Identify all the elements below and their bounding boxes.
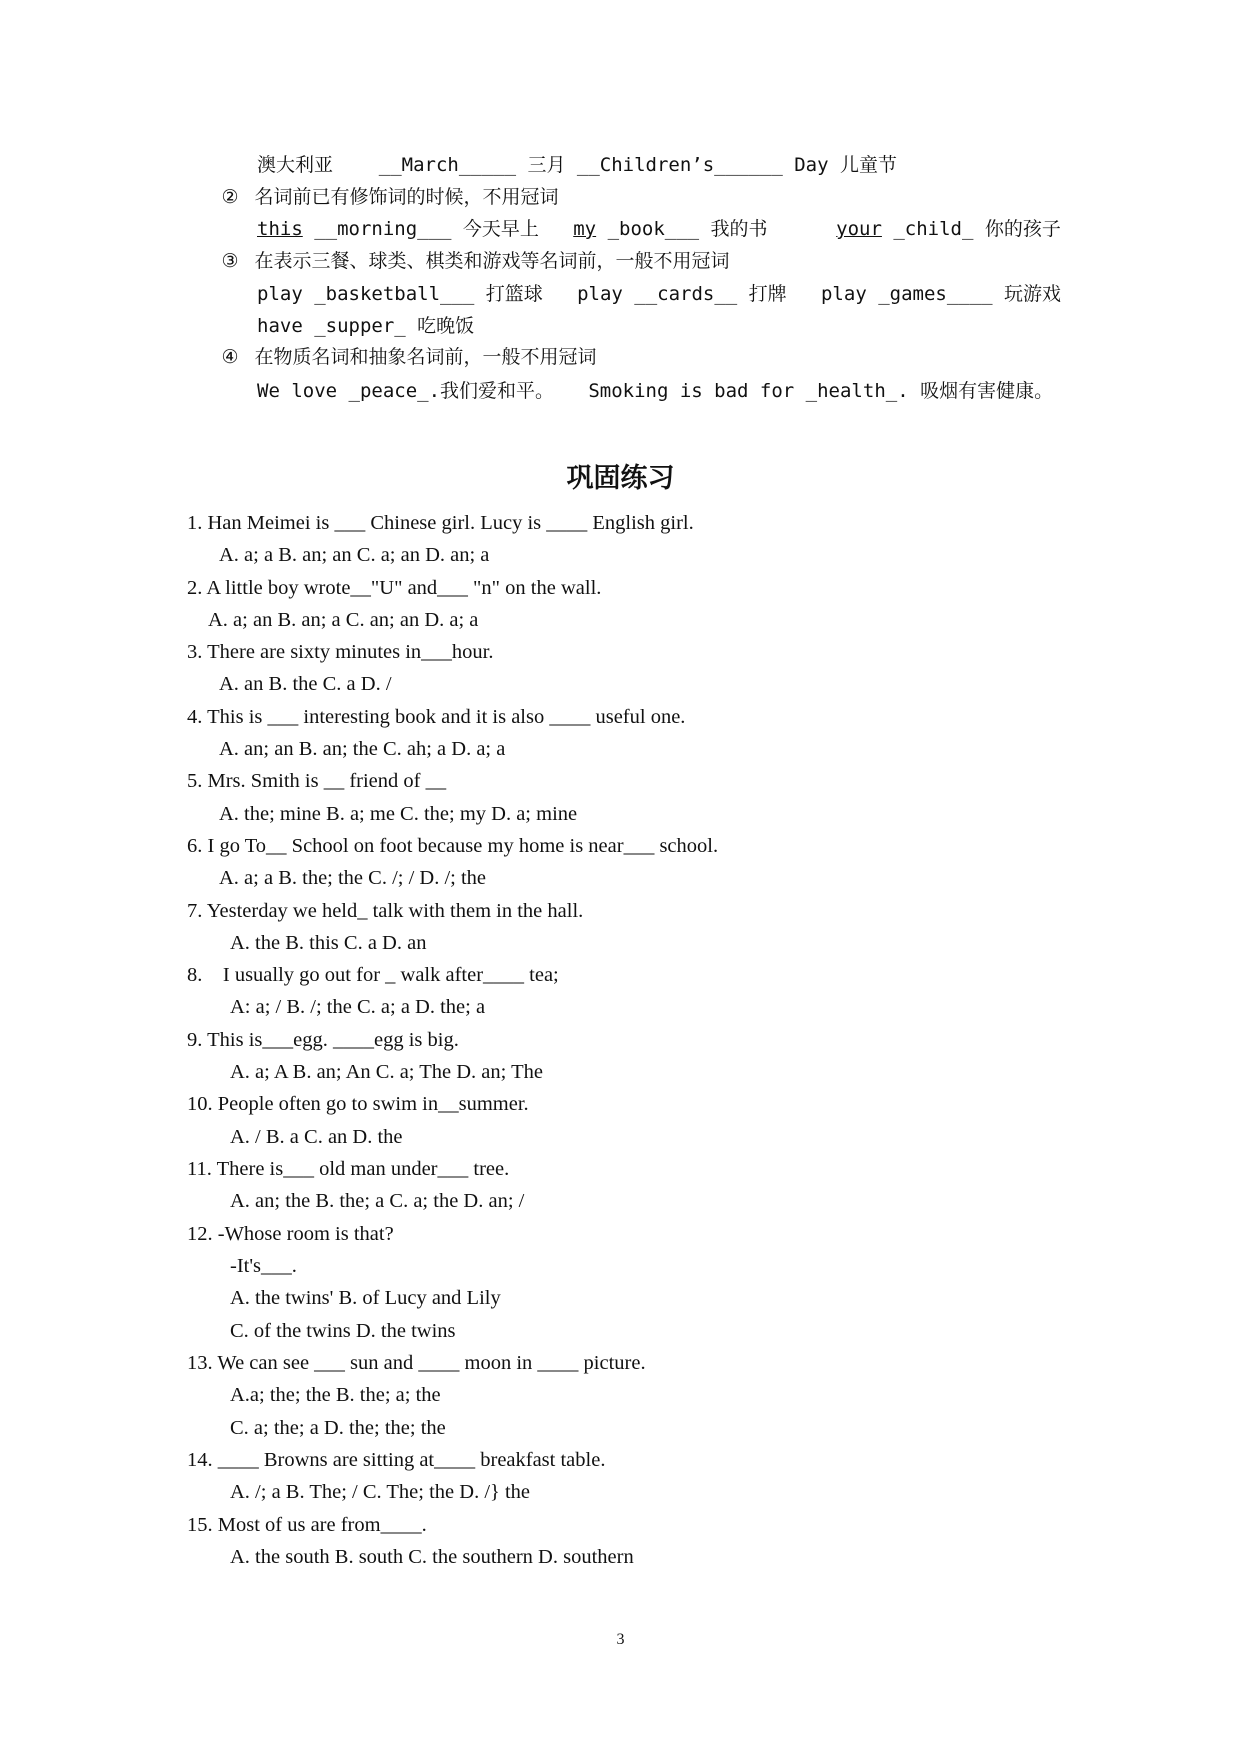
question-10: 10. People often go to swim in__summer. xyxy=(187,1093,529,1115)
question-4-options: A. an; an B. an; the C. ah; a D. a; a xyxy=(219,738,506,760)
rule-2-text: 名词前已有修饰词的时候，不用冠词 xyxy=(254,186,559,208)
example-child: _child_ 你的孩子 xyxy=(881,218,1061,240)
question-9-options: A. a; A B. an; An C. a; The D. an; The xyxy=(230,1061,543,1083)
question-15-options: A. the south B. south C. the southern D. southern xyxy=(230,1546,634,1568)
rule-2-examples xyxy=(257,216,1061,242)
question-12-answer-line: -It's___. xyxy=(230,1255,297,1277)
rule-4-examples: We love _peace_.我们爱和平。 Smoking is bad for _health_. 吸烟有害健康。 xyxy=(257,380,1054,402)
page-number: 3 xyxy=(616,1631,625,1648)
rule-4 xyxy=(217,344,596,370)
question-11-options: A. an; the B. the; a C. a; the D. an; / xyxy=(230,1190,525,1212)
question-7: 7. Yesterday we held_ talk with them in the hall. xyxy=(187,900,584,922)
question-5-options: A. the; mine B. a; me C. the; my D. a; mine xyxy=(219,803,578,825)
question-3: 3. There are sixty minutes in___hour. xyxy=(187,641,494,663)
question-5: 5. Mrs. Smith is __ friend of __ xyxy=(187,770,447,792)
rule-3-text: 在表示三餐、球类、棋类和游戏等名词前，一般不用冠词 xyxy=(254,250,730,272)
example-word-my: my xyxy=(573,218,597,240)
rule-3-examples-a: play _basketball___ 打篮球 play __cards__ 打牌 play _games____ 玩游戏 xyxy=(257,283,1062,305)
example-book: _book___ 我的书 xyxy=(596,218,837,240)
rule-4-text: 在物质名词和抽象名词前，一般不用冠词 xyxy=(254,346,597,368)
question-7-options: A. the B. this C. a D. an xyxy=(230,932,427,954)
rule-3-number: ③ xyxy=(221,250,239,272)
question-3-options: A. an B. the C. a D. / xyxy=(219,673,392,695)
rule-2-number: ② xyxy=(221,186,239,208)
question-13-options-a: A.a; the; the B. the; a; the xyxy=(230,1384,441,1406)
section-title: 巩固练习 xyxy=(566,463,675,494)
rule-2 xyxy=(217,184,558,210)
question-2-options: A. a; an B. an; a C. an; an D. a; a xyxy=(208,609,479,631)
question-6-options: A. a; a B. the; the C. /; / D. /; the xyxy=(219,867,487,889)
question-14: 14. ____ Browns are sitting at____ breakfast table. xyxy=(187,1449,606,1471)
question-1: 1. Han Meimei is ___ Chinese girl. Lucy is ____ English girl. xyxy=(187,512,694,534)
rule-4-number: ④ xyxy=(221,346,239,368)
example-word-this: this xyxy=(257,218,303,240)
question-8-options: A: a; / B. /; the C. a; a D. the; a xyxy=(230,996,486,1018)
question-2: 2. A little boy wrote__"U" and___ "n" on the wall. xyxy=(187,577,602,599)
question-9: 9. This is___egg. ____egg is big. xyxy=(187,1029,459,1051)
question-12-options-b: C. of the twins D. the twins xyxy=(230,1320,456,1342)
example-morning: __morning___ 今天早上 xyxy=(302,218,574,240)
question-15: 15. Most of us are from____. xyxy=(187,1514,427,1536)
question-4: 4. This is ___ interesting book and it is also ____ useful one. xyxy=(187,706,686,728)
question-10-options: A. / B. a C. an D. the xyxy=(230,1126,403,1148)
example-word-your: your xyxy=(836,218,882,240)
question-12-options-a: A. the twins' B. of Lucy and Lily xyxy=(230,1287,501,1309)
notes-line-1: 澳大利亚 __March_____ 三月 __Children’s______ Day 儿童节 xyxy=(257,154,897,176)
question-13-options-b: C. a; the; a D. the; the; the xyxy=(230,1417,446,1439)
question-14-options: A. /; a B. The; / C. The; the D. /} the xyxy=(230,1481,531,1503)
question-6: 6. I go To__ School on foot because my home is near___ school. xyxy=(187,835,719,857)
question-13: 13. We can see ___ sun and ____ moon in ____ picture. xyxy=(187,1352,646,1374)
question-1-options: A. a; a B. an; an C. a; an D. an; a xyxy=(219,544,490,566)
question-12: 12. -Whose room is that? xyxy=(187,1223,394,1245)
question-8: 8. I usually go out for _ walk after____ tea; xyxy=(187,964,559,986)
question-11: 11. There is___ old man under___ tree. xyxy=(187,1158,510,1180)
rule-3-examples-b: have _supper_ 吃晚饭 xyxy=(257,315,475,337)
rule-3 xyxy=(217,248,729,274)
